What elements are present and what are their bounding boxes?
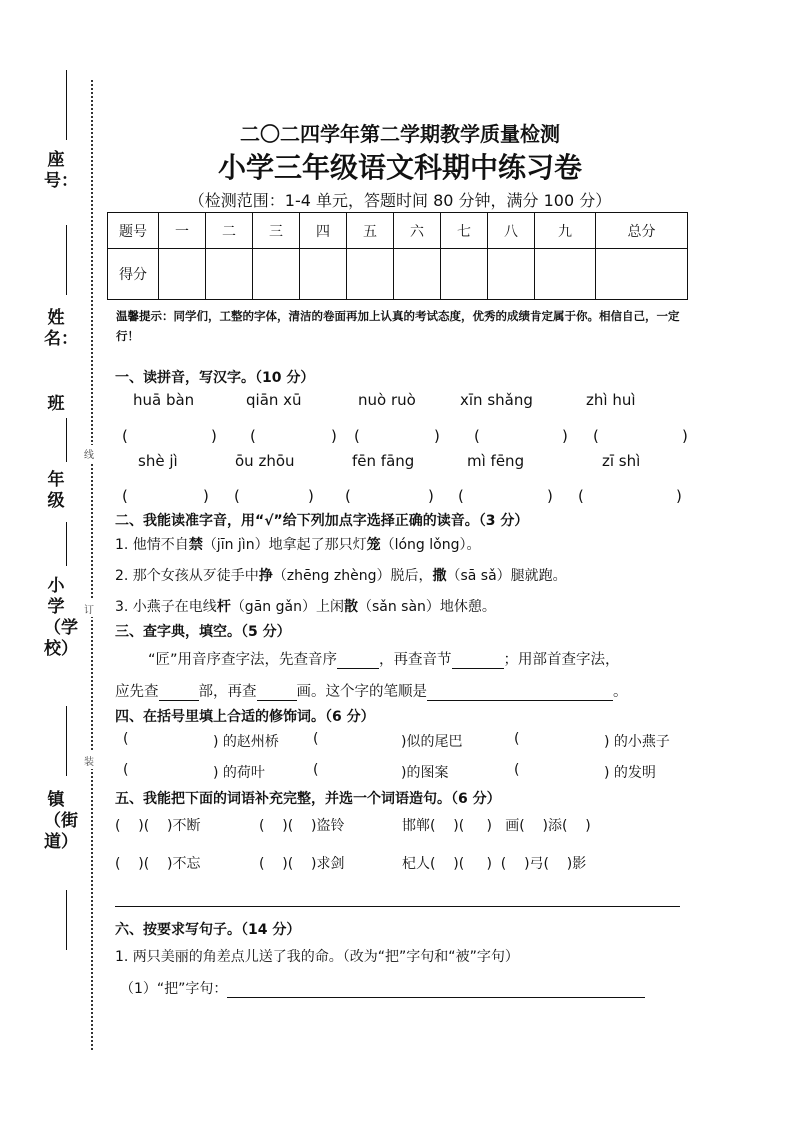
pinyin: ōu zhōu <box>235 452 295 470</box>
pinyin: fēn fāng <box>352 452 415 470</box>
pinyin: qiān xū <box>246 391 302 409</box>
answer-parentheses[interactable]: ( <box>122 427 128 445</box>
seat-label: 座号： <box>44 150 78 191</box>
score-cell[interactable] <box>535 249 596 300</box>
pinyin: huā bàn <box>133 391 195 409</box>
score-cell[interactable] <box>159 249 206 300</box>
answer-parentheses[interactable]: ) <box>331 427 337 445</box>
q4-item: )似的尾巴 <box>401 734 463 750</box>
score-cell[interactable] <box>441 249 488 300</box>
school-line <box>66 706 67 776</box>
answer-parentheses[interactable]: ( <box>123 731 129 747</box>
q2-sentence-2: 2. 那个女孩从歹徒手中挣（zhēng zhèng）脱后，撒（sā sǎ）腿就跑。 <box>115 568 567 584</box>
score-cell[interactable] <box>300 249 347 300</box>
score-cell[interactable] <box>253 249 300 300</box>
grade-label: 年级 <box>47 470 65 511</box>
pinyin: zī shì <box>602 452 641 470</box>
answer-parentheses[interactable]: ) <box>547 487 553 505</box>
fill-blank[interactable] <box>452 653 504 669</box>
score-cell[interactable] <box>488 249 535 300</box>
score-cell[interactable] <box>347 249 394 300</box>
score-col-3: 三 <box>253 213 300 249</box>
exam-subject-title: 小学三年级语文科期中练习卷 <box>217 151 582 184</box>
score-head-label: 题号 <box>108 213 159 249</box>
q5-title: 五、我能把下面的词语补充完整，并选一个词语造句。（6 分） <box>115 791 501 807</box>
town-line <box>66 890 67 950</box>
exam-scope: （检测范围：1-4 单元，答题时间 80 分钟，满分 100 分） <box>188 191 612 210</box>
answer-parentheses[interactable]: ( <box>313 762 319 778</box>
q4-row-1 <box>115 731 695 751</box>
pinyin: mì fēng <box>467 452 525 470</box>
friendly-tip: 温馨提示：同学们，工整的字体，清洁的卷面再加上认真的考试态度，优秀的成绩肯定属于你。相信自己，一定行！ <box>116 309 680 343</box>
answer-parentheses[interactable]: ( <box>122 487 128 505</box>
q6-ba-sentence: （1）“把”字句： <box>120 978 645 998</box>
exam-title: 二〇二四学年第二学期教学质量检测 <box>240 122 560 146</box>
answer-parentheses[interactable]: ( <box>123 762 129 778</box>
answer-parentheses[interactable]: ( <box>354 427 360 445</box>
answer-parentheses[interactable]: ) <box>434 427 440 445</box>
q4-row-2 <box>115 762 695 782</box>
answer-parentheses[interactable]: ) <box>562 427 568 445</box>
score-cell[interactable] <box>206 249 253 300</box>
binding-char-zhuang: 装 <box>84 752 94 769</box>
score-col-9: 九 <box>535 213 596 249</box>
score-col-8: 八 <box>488 213 535 249</box>
answer-parentheses[interactable]: ( <box>234 487 240 505</box>
dotted-char: 撒 <box>432 568 447 584</box>
name-label: 姓名： <box>44 308 78 349</box>
fill-blank[interactable] <box>227 982 645 998</box>
binding-dotted-line <box>91 80 93 1050</box>
sentence-answer-line[interactable] <box>115 906 680 907</box>
score-col-2: 二 <box>206 213 253 249</box>
fill-blank[interactable] <box>159 685 199 701</box>
q4-item: ) 的赵州桥 <box>213 734 279 750</box>
grade-line <box>66 522 67 566</box>
q2-title: 二、我能读准字音，用“√”给下列加点字选择正确的读音。（3 分） <box>115 513 529 529</box>
score-total-label: 总分 <box>596 213 688 249</box>
pinyin: xīn shǎng <box>460 391 533 409</box>
pinyin: nuò ruò <box>358 391 416 409</box>
class-label: 班 <box>47 394 65 414</box>
score-col-6: 六 <box>394 213 441 249</box>
q3-line-1: “匠”用音序查字法，先查音序 ，再查音节 ；用部首查字法， <box>148 652 620 668</box>
q4-item: ) 的发明 <box>604 765 656 781</box>
answer-parentheses[interactable]: ) <box>676 487 682 505</box>
answer-parentheses[interactable]: ( <box>345 487 351 505</box>
q4-item: ) 的小燕子 <box>604 734 670 750</box>
fill-blank[interactable] <box>337 653 379 669</box>
dotted-char: 禁 <box>188 537 203 553</box>
q5-row-2[interactable]: ( )( )不忘 ( )( )求剑 杞人( )( ) ( )弓( )影 <box>115 856 587 872</box>
seat-line <box>66 70 67 140</box>
school-label: 小学（学校） <box>44 576 78 659</box>
dotted-char: 笼 <box>366 537 381 553</box>
town-label: 镇（街道） <box>44 790 78 852</box>
score-cell[interactable] <box>596 249 688 300</box>
answer-parentheses[interactable]: ( <box>313 731 319 747</box>
q1-title: 一、读拼音，写汉字。（10 分） <box>115 370 315 386</box>
answer-parentheses[interactable]: ( <box>474 427 480 445</box>
score-cell[interactable] <box>394 249 441 300</box>
pinyin: shè jì <box>138 452 178 470</box>
score-col-1: 一 <box>159 213 206 249</box>
answer-parentheses[interactable]: ) <box>682 427 688 445</box>
q3-title: 三、查字典，填空。（5 分） <box>115 624 291 640</box>
score-col-7: 七 <box>441 213 488 249</box>
answer-parentheses[interactable]: ) <box>211 427 217 445</box>
answer-parentheses[interactable]: ( <box>514 762 520 778</box>
q6-title: 六、按要求写句子。（14 分） <box>115 922 301 938</box>
dotted-char: 挣 <box>258 568 273 584</box>
name-line <box>66 225 67 295</box>
q3-line-2: 应先查 部，再查 画。这个字的笔顺是 。 <box>115 684 628 700</box>
dotted-char: 散 <box>343 599 358 615</box>
q6-sentence-1: 1. 两只美丽的角差点儿送了我的命。（改为“把”字句和“被”字句） <box>115 949 519 965</box>
answer-parentheses[interactable]: ( <box>514 731 520 747</box>
answer-parentheses[interactable]: ( <box>593 427 599 445</box>
dotted-char: 杆 <box>216 599 231 615</box>
score-row-label: 得分 <box>108 249 159 300</box>
q4-item: ) 的荷叶 <box>213 765 265 781</box>
q2-sentence-3: 3. 小燕子在电线杆（gān gǎn）上闲散（sǎn sàn）地休憩。 <box>115 599 496 615</box>
score-col-4: 四 <box>300 213 347 249</box>
score-col-5: 五 <box>347 213 394 249</box>
answer-parentheses[interactable]: ) <box>308 487 314 505</box>
q2-sentence-1: 1. 他情不自禁（jīn jìn）地拿起了那只灯笼（lóng lǒng）。 <box>115 537 481 553</box>
answer-parentheses[interactable]: ( <box>578 487 584 505</box>
answer-parentheses[interactable]: ( <box>458 487 464 505</box>
q4-title: 四、在括号里填上合适的修饰词。（6 分） <box>115 709 375 725</box>
fill-blank[interactable] <box>257 685 297 701</box>
answer-parentheses[interactable]: ) <box>203 487 209 505</box>
answer-parentheses[interactable]: ( <box>250 427 256 445</box>
binding-char-ding: 订 <box>84 600 94 617</box>
class-line <box>66 418 67 462</box>
answer-parentheses[interactable]: ) <box>428 487 434 505</box>
fill-blank[interactable] <box>427 685 613 701</box>
q4-item: )的图案 <box>401 765 449 781</box>
q5-row-1[interactable]: ( )( )不断 ( )( )盗铃 邯郸( )( ) 画( )添( ) <box>115 818 591 834</box>
binding-char-line: 线 <box>84 445 94 462</box>
score-table <box>107 212 688 300</box>
pinyin: zhì huì <box>586 391 636 409</box>
